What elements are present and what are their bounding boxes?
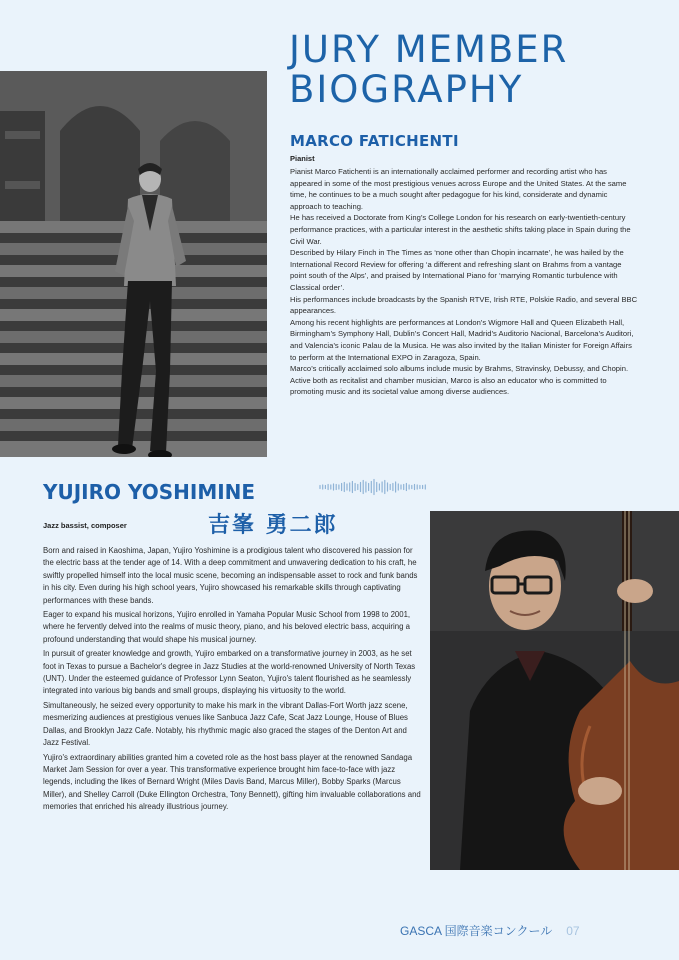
member2-name-japanese: 吉峯 勇二郎 <box>208 513 338 538</box>
member1-bio-paragraph: Pianist Marco Fatichenti is an internationally acclaimed performer and recording artist who has appeared in some of the most prestigious venues across Europe and the United States. At the same time, he continues to be a much sought after pedagogue for his kind, considerate and dynamic approach to teaching. <box>290 167 627 211</box>
marco-photo <box>0 71 267 457</box>
member2-bio-paragraph: Eager to expand his musical horizons, Yujiro enrolled in Yamaha Popular Music School from 1998 to 2001, where he fervently delved into the realms of music theory, piano, and his beloved electric bass, acquiring a profound understanding that would shape his musical journey. <box>43 610 411 644</box>
member1-name: MARCO FATICHENTI <box>290 132 459 150</box>
page-title-line2: BIOGRAPHY <box>289 68 524 111</box>
member1-bio-paragraph: Active both as recitalist and chamber musician, Marco is also an educator who is committed to promoting music and its societal value among diverse audiences. <box>290 375 607 397</box>
member1-bio-paragraph: His performances include broadcasts by the Spanish RTVE, Irish RTE, Polskie Radio, and several BBC appearances. <box>290 294 638 316</box>
member1-bio <box>290 166 638 398</box>
member2-role: Jazz bassist, composer <box>43 521 127 530</box>
footer <box>400 922 580 939</box>
member1-bio-paragraph: Marco’s critically acclaimed solo albums include music by Brahms, Stravinsky, Debussy, and Chopin. <box>290 364 629 374</box>
member2-bio <box>43 545 421 814</box>
yujiro-photo <box>430 511 679 870</box>
member1-bio-paragraph: Among his recent highlights are performances at London’s Wigmore Hall and Queen Elizabeth Hall, Birmingham’s Symphony Hall, Dublin’s Concert Hall, Madrid’s Auditorio Nacional, Barcelona’s Auditori, and Valencia’s iconic Palau de la Musica. He was also invited by the Italian Minister for Foreign Affairs to perform at the International EXPO in Zaragoza, Spain. <box>290 317 634 362</box>
sound-wave-icon <box>318 476 430 498</box>
member2-bio-paragraph: In pursuit of greater knowledge and growth, Yujiro embarked on a transformative journey in 2003, as he set foot in Texas to pursue a Bachelor's degree in Jazz Studies at the world-renowned University of North Texas (UNT). Under the esteemed guidance of Professor Lynn Seaton, Yujiro's talent flourished as he seamlessly integrated into various big bands and small groups, displaying his virtuosity to the world. <box>43 649 416 696</box>
member1-bio-paragraph: Described by Hilary Finch in The Times as ‘none other than Chopin incarnate’, he was hailed by the International Record Review for offering ‘a different and refreshing slant on Brahms from a vantage point south of the Alps’, and praised by International Piano for ‘marrying Romantic turbulence with Classical order’. <box>290 248 624 292</box>
page-number: 07 <box>566 924 580 938</box>
page-title <box>289 30 669 110</box>
page-title-line1: JURY MEMBER <box>289 28 569 71</box>
member1-bio-paragraph: He has received a Doctorate from King’s College London for his research on early-twentieth-century performance practices, with a particular interest in the aesthetic shifts taking place in Spain during the Civil War. <box>290 213 631 246</box>
member2-name: YUJIRO YOSHIMINE <box>43 480 256 504</box>
member2-bio-paragraph: Born and raised in Kaoshima, Japan, Yujiro Yoshimine is a prodigious talent who discovered his passion for the electric bass at the tender age of 14. With a deep commitment and unwavering dedication to his craft, he swiftly propelled himself into the local music scene, becoming an indispensable asset to rock and funk bands in his city. Even during his high school years, Yujiro showcased his remarkable skills through captivating performances with these bands. <box>43 546 418 605</box>
member1-role: Pianist <box>290 154 315 163</box>
member2-bio-paragraph: Yujiro's extraordinary abilities granted him a coveted role as the host bass player at the renowned Sandaga Market Jam Session for over a year. This transformative experience brought him face-to-face with jazz legends, including the likes of Bernard Wright (Miles Davis Band, Marcus Miller), Bobby Sparks (Marcus Miller), and Shelley Carroll (Duke Ellington Orchestra, Tony Bennett), gifting him invaluable collaborations and memories that enriched his already illustrious journey. <box>43 752 421 812</box>
member2-bio-paragraph: Simultaneously, he seized every opportunity to make his mark in the vibrant Dallas-Fort Worth jazz scene, mesmerizing audiences at prestigious venues like Sanbuca Jazz Cafe, Scat Jazz Lounge, House of Blues Dallas, and Brooklyn Jazz Cafe. Notably, his rhythmic magic also graced the stages of the Denton Art and Jazz Festival. <box>43 700 408 748</box>
footer-label: GASCA 国際音楽コンクール <box>400 924 553 938</box>
